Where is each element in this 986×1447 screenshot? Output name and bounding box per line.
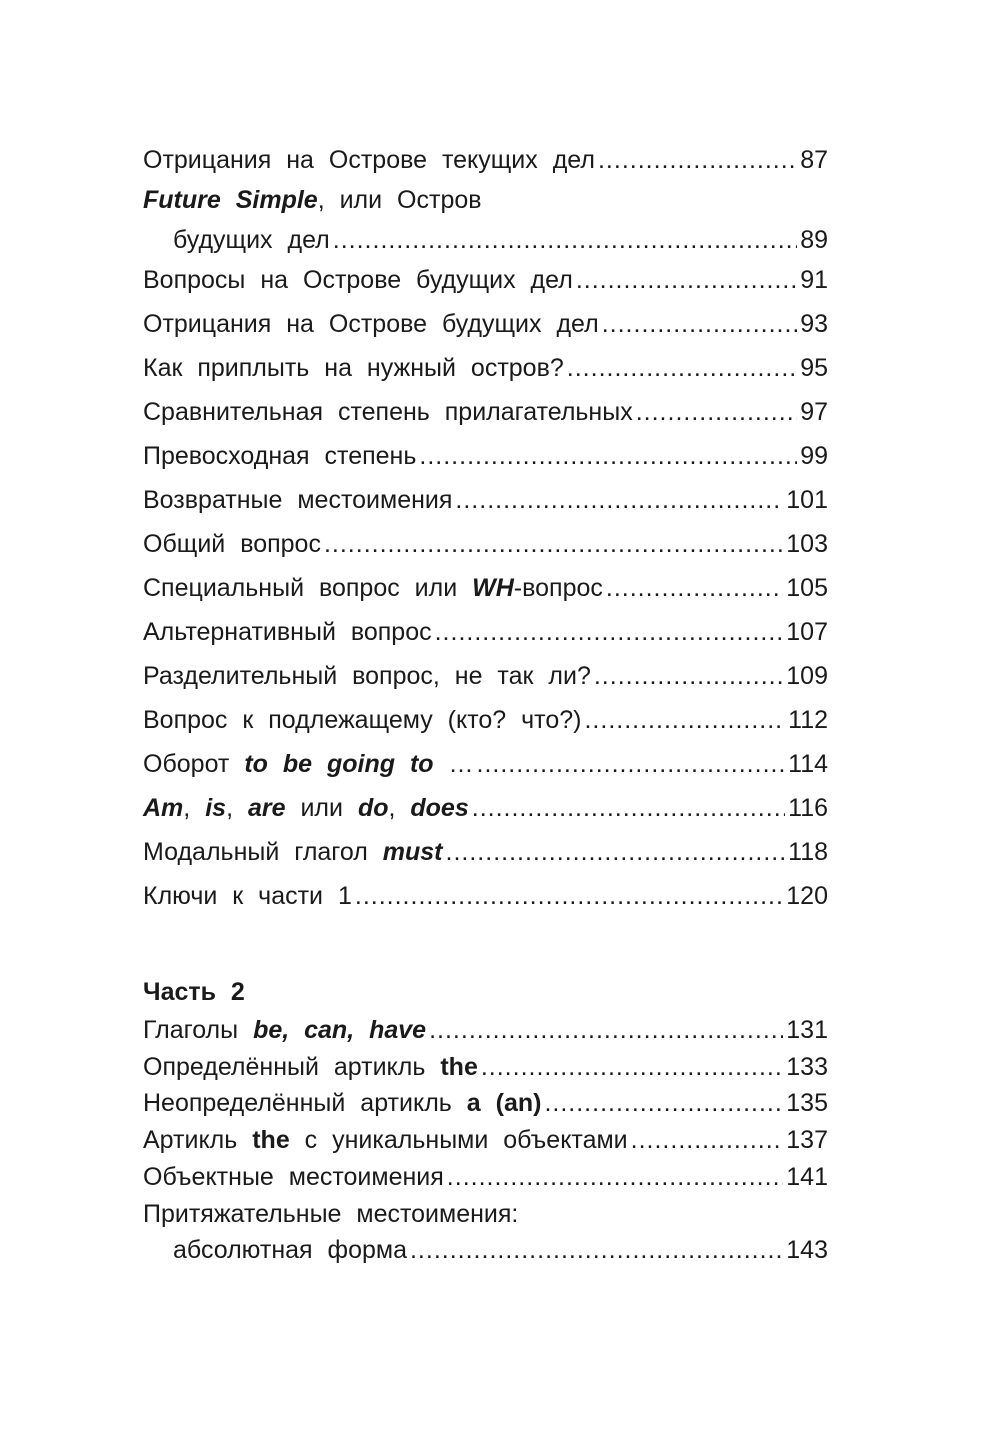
toc-entry-title: Артикль the с уникальными объектами	[143, 1126, 628, 1155]
toc-entry[interactable]	[143, 830, 828, 874]
toc-entry-title: Объектные местоимения	[143, 1162, 444, 1191]
toc-entry[interactable]	[143, 1012, 828, 1049]
toc-entry-page: 99	[800, 442, 828, 470]
leader-dots	[598, 142, 797, 178]
toc-entry[interactable]	[143, 1159, 828, 1196]
toc-entry-title: Разделительный вопрос, не так ли?	[143, 662, 591, 690]
toc-entry-title: Вопросы на Острове будущих дел	[143, 266, 573, 294]
toc-entry[interactable]	[143, 1085, 828, 1122]
leader-dots	[544, 1085, 783, 1122]
toc-entry-title: Глаголы be, can, have	[143, 1016, 427, 1044]
leader-dots	[631, 1122, 784, 1159]
toc-entry-page: 112	[788, 706, 828, 734]
toc-entry-title: Превосходная степень	[143, 442, 417, 470]
toc-entry[interactable]	[143, 434, 828, 478]
leader-dots	[455, 478, 783, 522]
toc-entry-title: Модальный глагол must	[143, 838, 443, 866]
leader-dots	[602, 302, 797, 346]
toc-entry[interactable]	[143, 178, 828, 222]
leader-dots	[446, 830, 786, 874]
toc-entry-title: Специальный вопрос или WH-вопрос	[143, 574, 603, 602]
toc-entry-page: 131	[786, 1016, 828, 1044]
toc-entry-page: 89	[800, 226, 828, 254]
toc-entry-title: будущих дел	[173, 226, 330, 254]
toc-entry-title: Общий вопрос	[143, 530, 321, 558]
leader-dots	[355, 874, 783, 918]
part-heading: Часть 2	[143, 978, 245, 1006]
leader-dots	[410, 1232, 783, 1269]
toc-entry-page: 141	[786, 1162, 828, 1191]
toc-entry[interactable]	[143, 874, 828, 918]
toc-entry-page: 103	[786, 530, 828, 558]
leader-dots	[594, 654, 783, 698]
toc-entry[interactable]	[143, 654, 828, 698]
toc-entry-title: Am, is, are или do, does	[143, 794, 469, 822]
toc-entry[interactable]	[143, 478, 828, 522]
toc-entry-page: 97	[800, 398, 828, 426]
toc-entry-page: 116	[788, 794, 828, 822]
toc-entry-title: Ключи к части 1	[143, 882, 352, 910]
toc-entry[interactable]	[143, 1196, 828, 1233]
toc-entry-page: 118	[788, 838, 828, 866]
toc-entry-page: 105	[786, 574, 828, 602]
toc-entry[interactable]	[143, 742, 828, 786]
toc-entry-page: 95	[800, 354, 828, 382]
toc-entry-page: 120	[786, 882, 828, 910]
leader-dots	[567, 346, 797, 390]
leader-dots	[481, 1049, 783, 1086]
toc-entry[interactable]	[143, 610, 828, 654]
toc-entry-page: 109	[786, 662, 828, 690]
leader-dots	[447, 1159, 783, 1196]
toc-entry-title: Альтернативный вопрос	[143, 618, 432, 646]
toc-entry-continuation[interactable]	[143, 222, 828, 258]
toc-entry-title: Вопрос к подлежащему (кто? что?)	[143, 706, 582, 734]
toc-entry-page: 137	[786, 1126, 828, 1155]
toc-entry-page: 107	[786, 618, 828, 646]
toc-entry[interactable]	[143, 258, 828, 302]
toc-entry-page: 87	[800, 146, 828, 174]
toc-entry-title: Возвратные местоимения	[143, 486, 453, 514]
leader-dots	[435, 610, 784, 654]
leader-dots	[606, 566, 783, 610]
toc-entry[interactable]	[143, 390, 828, 434]
toc-entry[interactable]	[143, 566, 828, 610]
toc-entry-continuation[interactable]	[143, 1232, 828, 1269]
leader-dots	[324, 522, 783, 566]
toc-entry-page: 93	[800, 310, 828, 338]
leader-dots	[419, 434, 797, 478]
toc-entry-page: 101	[786, 486, 828, 514]
toc-entry[interactable]	[143, 786, 828, 830]
leader-dots	[429, 1012, 783, 1049]
toc-entry[interactable]	[143, 698, 828, 742]
leader-dots	[576, 258, 797, 302]
toc-entry-title: Притяжательные местоимения:	[143, 1199, 519, 1228]
toc-entry-title: Отрицания на Острове будущих дел	[143, 310, 599, 338]
leader-dots	[477, 742, 786, 786]
toc-entry-title: абсолютная форма	[173, 1236, 407, 1265]
leader-dots	[584, 698, 785, 742]
toc-entry-title: Future Simple, или Остров	[143, 186, 482, 214]
leader-dots	[333, 222, 797, 258]
toc-entry[interactable]	[143, 1049, 828, 1086]
leader-dots	[472, 786, 785, 830]
toc-entry-title: Сравнительная степень прилагательных	[143, 398, 633, 426]
leader-dots	[636, 390, 797, 434]
toc-entry[interactable]	[143, 1122, 828, 1159]
toc-entry-title: Оборот to be going to …	[143, 750, 474, 778]
toc-entry[interactable]	[143, 142, 828, 178]
toc-entry[interactable]	[143, 346, 828, 390]
toc-entry-page: 133	[786, 1052, 828, 1081]
toc-entry-page: 114	[788, 750, 828, 778]
toc-entry-page: 135	[786, 1089, 828, 1118]
toc-entry-title: Как приплыть на нужный остров?	[143, 354, 564, 382]
toc-entry-page: 143	[786, 1236, 828, 1265]
table-of-contents	[143, 138, 828, 1269]
toc-entry-title: Неопределённый артикль a (an)	[143, 1089, 542, 1118]
toc-entry[interactable]	[143, 302, 828, 346]
toc-entry-title: Отрицания на Острове текущих дел	[143, 146, 595, 174]
toc-entry-title: Определённый артикль the	[143, 1052, 478, 1081]
toc-entry[interactable]	[143, 522, 828, 566]
toc-entry-page: 91	[800, 266, 828, 294]
